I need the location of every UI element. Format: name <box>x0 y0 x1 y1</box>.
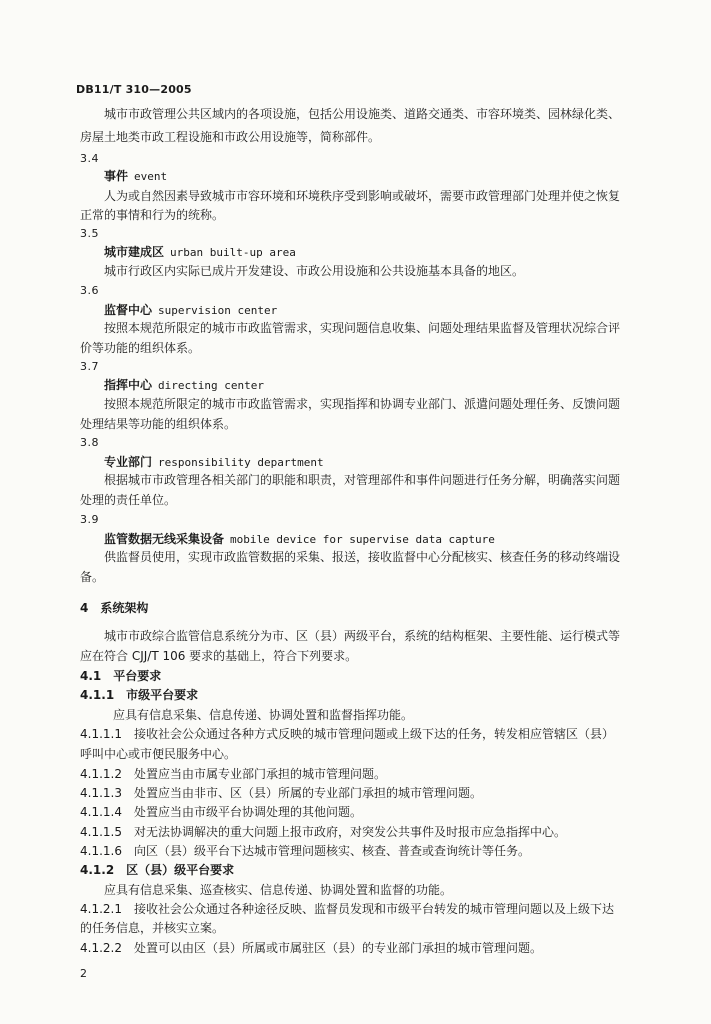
clause-number: 3.5 <box>80 227 99 240</box>
term-chinese: 指挥中心 <box>104 378 153 392</box>
clause-line: 的任务信息，并核实立案。 <box>80 921 225 935</box>
term-heading <box>104 302 277 319</box>
definition-line: 价等功能的组织体系。 <box>80 341 201 355</box>
paragraph-line: 城市市政综合监管信息系统分为市、区（县）两级平台，系统的结构框架、主要性能、运行模式等 <box>104 629 621 643</box>
term-english: urban built-up area <box>170 246 296 259</box>
term-heading <box>104 377 264 394</box>
clause-number: 3.4 <box>80 152 99 165</box>
definition-line: 备。 <box>80 570 105 584</box>
clause-number: 3.8 <box>80 436 99 449</box>
clause-line: 4.1.2.1 接收社会公众通过各种途径反映、监督员发现和市级平台转发的城市管理问题以及上级下达 <box>80 902 614 916</box>
definition-line: 正常的事情和行为的统称。 <box>80 208 225 222</box>
term-chinese: 城市建成区 <box>104 245 165 259</box>
definition-line: 人为或自然因素导致城市市容环境和环境秩序受到影响或破坏，需要市政管理部门处理并使之恢复 <box>104 189 621 203</box>
term-heading <box>104 244 296 261</box>
clause-number: 3.6 <box>80 284 99 297</box>
term-chinese: 监管数据无线采集设备 <box>104 532 225 546</box>
section-heading: 4 系统架构 <box>80 601 149 615</box>
term-chinese: 专业部门 <box>104 455 153 469</box>
clause-number: 3.9 <box>80 513 99 526</box>
subsection-heading: 4.1.1 市级平台要求 <box>80 688 199 702</box>
term-english: directing center <box>158 379 264 392</box>
clause-line: 4.1.1.5 对无法协调解决的重大问题上报市政府，对突发公共事件及时报市应急指挥中心。 <box>80 825 566 839</box>
page-number: 2 <box>80 967 87 980</box>
term-english: supervision center <box>158 304 278 317</box>
subsection-heading: 4.1.2 区（县）级平台要求 <box>80 863 235 877</box>
term-heading <box>104 168 167 185</box>
definition-line: 根据城市市政管理各相关部门的职能和职责，对管理部件和事件问题进行任务分解，明确落实问题 <box>104 473 621 487</box>
clause-line: 呼叫中心或市便民服务中心。 <box>80 747 237 761</box>
term-heading <box>104 531 495 548</box>
clause-line: 4.1.1.1 接收社会公众通过各种方式反映的城市管理问题或上级下达的任务，转发相应管辖区（县） <box>80 727 614 741</box>
clause-line: 4.1.1.4 处置应当由市级平台协调处理的其他问题。 <box>80 805 362 819</box>
clause-line: 4.1.2.2 处置可以由区（县）所属或市属驻区（县）的专业部门承担的城市管理问题。 <box>80 941 542 955</box>
term-heading <box>104 454 324 471</box>
paragraph-line: 房屋土地类市政工程设施和市政公用设施等，简称部件。 <box>80 130 381 144</box>
clause-line: 4.1.1.6 向区（县）级平台下达城市管理问题核实、核查、普查或查询统计等任务。 <box>80 844 530 858</box>
definition-line: 按照本规范所限定的城市市政监管需求，实现问题信息收集、问题处理结果监督及管理状况综合评 <box>104 321 621 335</box>
paragraph-line: 城市市政管理公共区域内的各项设施，包括公用设施类、道路交通类、市容环境类、园林绿化类、 <box>104 107 621 121</box>
paragraph-line: 应具有信息采集、巡查核实、信息传递、协调处置和监督的功能。 <box>104 883 453 897</box>
term-english: responsibility department <box>158 456 324 469</box>
definition-line: 处理的责任单位。 <box>80 493 177 507</box>
definition-line: 城市行政区内实际已成片开发建设、市政公用设施和公共设施基本具备的地区。 <box>104 264 525 278</box>
term-chinese: 监督中心 <box>104 303 153 317</box>
clause-line: 4.1.1.2 处置应当由市属专业部门承担的城市管理问题。 <box>80 767 386 781</box>
term-english: mobile device for supervise data capture <box>230 533 495 546</box>
subsection-heading: 4.1 平台要求 <box>80 669 162 683</box>
paragraph-line: 应在符合 CJJ/T 106 要求的基础上，符合下列要求。 <box>80 649 358 663</box>
term-chinese: 事件 <box>104 169 129 183</box>
paragraph-line: 应具有信息采集、信息传递、协调处置和监督指挥功能。 <box>113 708 414 722</box>
definition-line: 供监督员使用，实现市政监管数据的采集、报送，接收监督中心分配核实、核查任务的移动终端设 <box>104 550 621 564</box>
clause-line: 4.1.1.3 处置应当由非市、区（县）所属的专业部门承担的城市管理问题。 <box>80 786 482 800</box>
definition-line: 按照本规范所限定的城市市政监管需求，实现指挥和协调专业部门、派遣问题处理任务、反馈问题 <box>104 397 621 411</box>
clause-number: 3.7 <box>80 360 99 373</box>
document-code-header: DB11/T 310—2005 <box>76 83 192 96</box>
term-english: event <box>134 170 168 183</box>
definition-line: 处理结果等功能的组织体系。 <box>80 417 237 431</box>
